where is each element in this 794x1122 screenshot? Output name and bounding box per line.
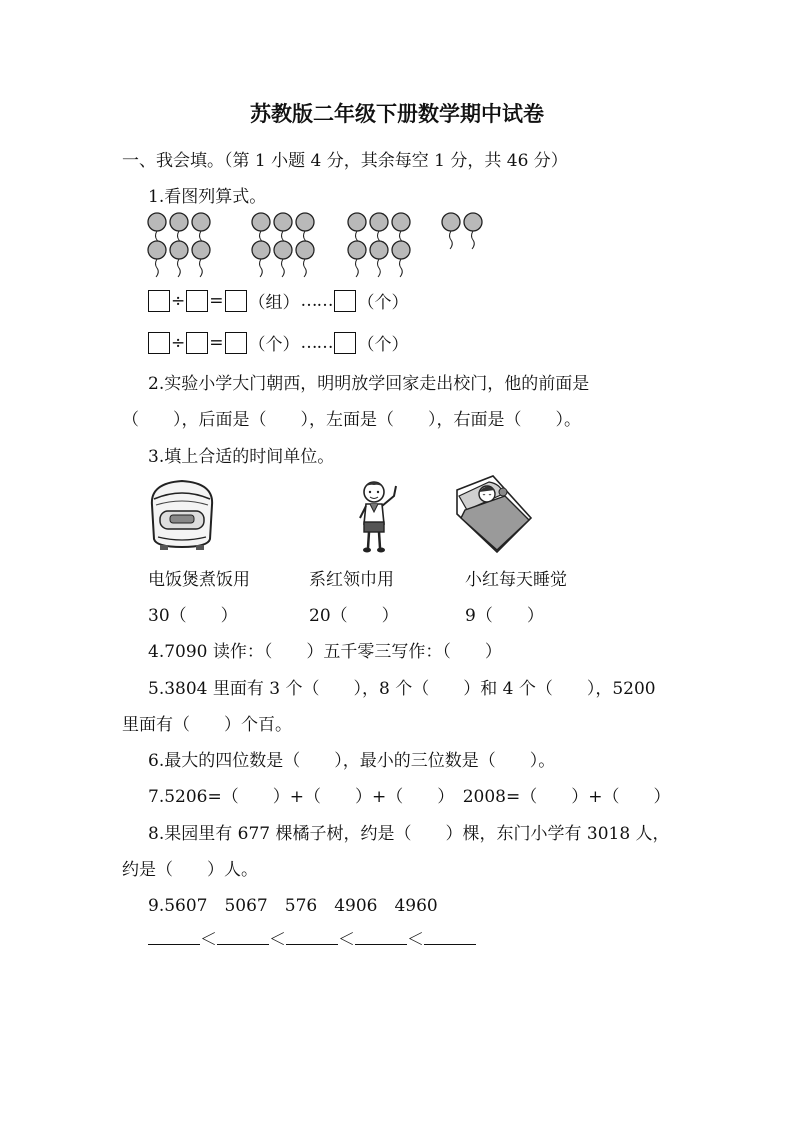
- balloon: [464, 213, 482, 231]
- q5-line-2: 里面有（ ）个百。: [122, 715, 292, 735]
- balloon: [192, 241, 210, 259]
- balloon: [392, 241, 410, 259]
- answer-box[interactable]: [186, 290, 208, 312]
- balloon-string: [356, 259, 359, 277]
- balloon: [348, 241, 366, 259]
- order-blank[interactable]: [286, 927, 338, 945]
- q8-line-1: 8.果园里有 677 棵橘子树，约是（ ）棵，东门小学有 3018 人，: [148, 824, 670, 844]
- q2-line-2: （ ），后面是（ ），左面是（ ），右面是（ ）。: [122, 410, 581, 430]
- q8-line-2: 约是（ ）人。: [122, 860, 258, 880]
- order-blank[interactable]: [217, 927, 269, 945]
- balloon: [370, 213, 388, 231]
- q3-label: 3.填上合适的时间单位。: [148, 447, 335, 467]
- girl-sleeping-image: [453, 474, 533, 554]
- q9-text: 9.5607 5067 576 4906 4960: [148, 896, 438, 916]
- order-blank[interactable]: [424, 927, 476, 945]
- q3-answer-scarf[interactable]: 20（ ）: [309, 606, 399, 626]
- answer-box[interactable]: [148, 290, 170, 312]
- order-blank[interactable]: [148, 927, 200, 945]
- balloon: [148, 241, 166, 259]
- q3-caption-scarf: 系红领巾用: [309, 570, 394, 590]
- balloon-string: [378, 259, 381, 277]
- answer-box[interactable]: [334, 332, 356, 354]
- balloon-string: [200, 259, 203, 277]
- q3-answer-sleep[interactable]: 9（ ）: [465, 606, 544, 626]
- q4-text: 4.7090 读作：（ ）五千零三写作：（ ）: [148, 642, 502, 662]
- balloon: [252, 213, 270, 231]
- q6-text: 6.最大的四位数是（ ），最小的三位数是（ ）。: [148, 751, 556, 771]
- page-title: 苏教版二年级下册数学期中试卷: [250, 101, 544, 126]
- balloon-string: [400, 259, 403, 277]
- balloon: [296, 241, 314, 259]
- order-blank[interactable]: [355, 927, 407, 945]
- answer-box[interactable]: [225, 290, 247, 312]
- balloon: [274, 213, 292, 231]
- balloon: [170, 241, 188, 259]
- balloon-string: [472, 231, 475, 249]
- balloon: [442, 213, 460, 231]
- q3-answer-rice[interactable]: 30（ ）: [148, 606, 238, 626]
- balloon-string: [260, 259, 263, 277]
- balloon-string: [304, 259, 307, 277]
- balloon-string: [178, 259, 181, 277]
- q1-equation-row-2: ÷ = （个） …… （个）: [148, 330, 409, 355]
- balloon: [252, 241, 270, 259]
- balloon: [170, 213, 188, 231]
- balloon: [296, 213, 314, 231]
- section-heading: 一、我会填。（第 1 小题 4 分，其余每空 1 分，共 46 分）: [122, 151, 568, 171]
- q1-label: 1.看图列算式。: [148, 187, 267, 207]
- balloon: [274, 241, 292, 259]
- rice-cooker-image: [146, 475, 218, 553]
- q1-equation-row-1: ÷ = （组） …… （个）: [148, 288, 409, 313]
- balloon: [370, 241, 388, 259]
- balloon-string: [282, 259, 285, 277]
- q5-line-1: 5.3804 里面有 3 个（ ），8 个（ ）和 4 个（ ），5200: [148, 679, 656, 699]
- balloon: [348, 213, 366, 231]
- q7-text: 7.5206=（ ）+（ ）+（ ） 2008=（ ）+（ ）: [148, 787, 671, 807]
- balloon: [192, 213, 210, 231]
- q2-line-1: 2.实验小学大门朝西，明明放学回家走出校门，他的前面是: [148, 374, 590, 394]
- q3-caption-rice: 电饭煲煮饭用: [148, 570, 250, 590]
- q3-caption-sleep: 小红每天睡觉: [465, 570, 567, 590]
- balloons-illustration: [140, 210, 500, 280]
- q9-ordering-row: ＜ ＜ ＜ ＜: [148, 925, 476, 950]
- answer-box[interactable]: [334, 290, 356, 312]
- balloon: [148, 213, 166, 231]
- boy-red-scarf-image: [350, 478, 404, 556]
- answer-box[interactable]: [148, 332, 170, 354]
- answer-box[interactable]: [186, 332, 208, 354]
- answer-box[interactable]: [225, 332, 247, 354]
- balloon: [392, 213, 410, 231]
- balloon-string: [156, 259, 159, 277]
- balloon-string: [450, 231, 453, 249]
